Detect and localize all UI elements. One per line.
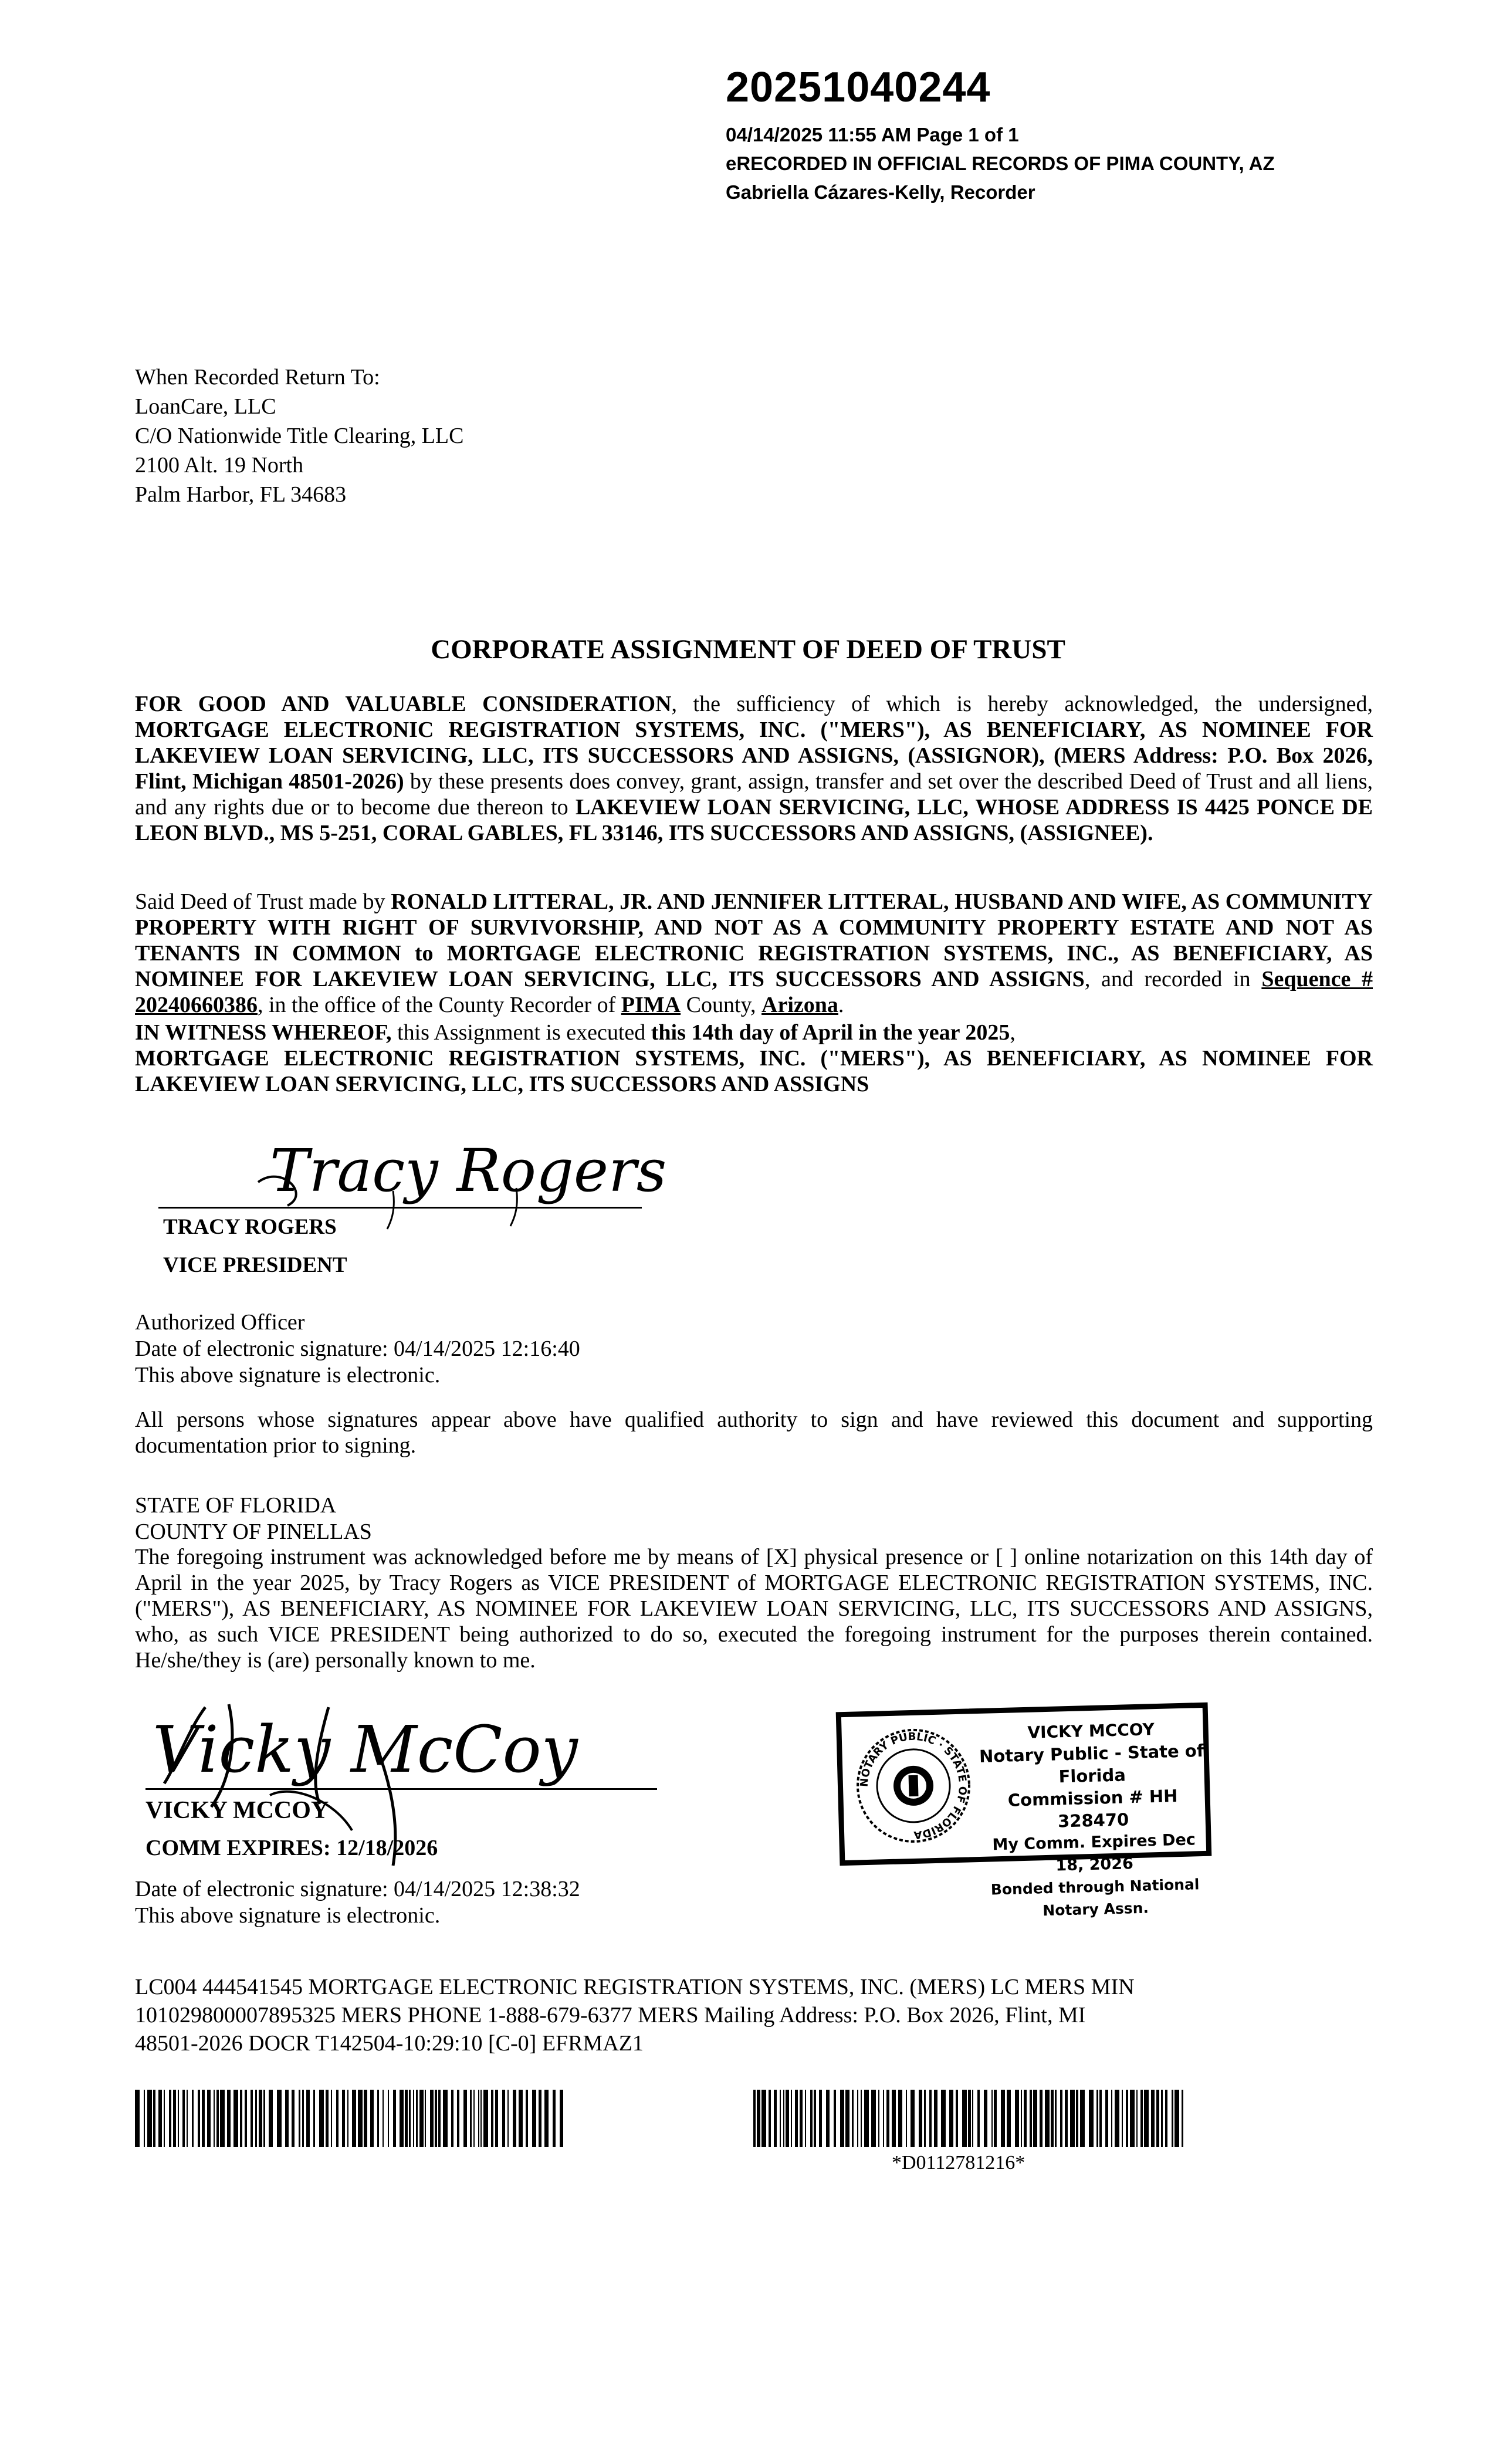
notary-acknowledgment: The foregoing instrument was acknowledged before me by means of [X] physical presence or [ ] online notarization on this 14th day of April in the year 2025, by Tracy Rogers as VICE PRESIDENT of MORTGAGE ELECTRONIC REGISTRATION SYSTEMS, INC. ("MERS"), AS BENEFICIARY, AS NOMINEE FOR LAKEVIEW LOAN SERVICING, LLC, ITS SUCCESSORS AND ASSIGNS, who, as such VICE PRESIDENT being authorized to do so, executed the foregoing instrument for the purposes therein contained. He/she/they is (are) personally known to me. (135, 1545, 1373, 1673)
barcode-bar (761, 2090, 766, 2147)
barcode-bar (941, 2090, 946, 2147)
barcode-bar (513, 2090, 516, 2147)
barcode-bar (425, 2090, 426, 2147)
barcode-bar (463, 2090, 467, 2147)
stamp-name: VICKY MCCOY (1027, 1720, 1155, 1742)
barcode-bar (388, 2090, 389, 2147)
authority-statement: All persons whose signatures appear above have qualified authority to sign and have reviewed this document and supporting documentation prior to signing. (135, 1407, 1373, 1458)
barcode-bar (147, 2090, 152, 2147)
barcode-bar (805, 2090, 806, 2147)
barcode-bar (1144, 2090, 1149, 2147)
barcode-bar (1126, 2090, 1128, 2147)
barcode-bar (255, 2090, 257, 2147)
barcode-bar (302, 2090, 304, 2147)
barcode-bar (164, 2090, 165, 2147)
barcode-bar (800, 2090, 803, 2147)
barcode-bar (857, 2090, 858, 2147)
barcode-bar (845, 2090, 849, 2147)
barcode-bar (478, 2090, 479, 2147)
barcode-bar (383, 2090, 384, 2147)
signer2-esig-date: Date of electronic signature: 04/14/2025 12:38:32 (135, 1877, 580, 1901)
barcode-bar (834, 2090, 836, 2147)
barcode-bar (336, 2090, 339, 2147)
barcode-bar (1165, 2090, 1167, 2147)
barcode-right (753, 2090, 1186, 2147)
barcode-bar (1115, 2090, 1119, 2147)
signer1-esig-date: Date of electronic signature: 04/14/2025 12:16:40 (135, 1336, 580, 1361)
barcode-bar (919, 2090, 922, 2147)
barcode-bar (1161, 2090, 1163, 2147)
barcode-bar (1001, 2090, 1005, 2147)
barcode-bar (251, 2090, 253, 2147)
signer1-name: TRACY ROGERS (163, 1215, 337, 1239)
barcode-bar (1111, 2090, 1112, 2147)
barcode-bar (1055, 2090, 1057, 2147)
barcode-bar (795, 2090, 798, 2147)
barcode-bar (182, 2090, 185, 2147)
barcode-bar (207, 2090, 211, 2147)
barcode-bar (1045, 2090, 1050, 2147)
grantor-text: RONALD LITTERAL, JR. AND JENNIFER LITTERAL, HUSBAND AND WIFE, AS COMMUNITY PROPERTY WITH RIGHT OF SURVIVORSHIP, AND NOT AS A COMMUNITY PROPERTY ESTATE AND NOT AS TENANTS IN COMMON to MORTGAGE ELECTRONIC REGISTRATION SYSTEMS, INC., AS BENEFICIARY, AS NOMINEE FOR LAKEVIEW LOAN SERVICING, LLC, ITS SUCCESSORS AND ASSIGNS (135, 889, 1373, 991)
barcode-bar (1021, 2090, 1022, 2147)
return-to-line: Palm Harbor, FL 34683 (135, 482, 347, 507)
barcode-bar (364, 2090, 367, 2147)
barcode-bar (419, 2090, 424, 2147)
footer-tracking (135, 1973, 1135, 2057)
barcode-bar (810, 2090, 813, 2147)
signature-text: Tracy Rogers (270, 1136, 667, 1205)
barcode-bar (198, 2090, 200, 2147)
barcode-bar (416, 2090, 418, 2147)
stamp-line: Bonded through National Notary Assn. (990, 1876, 1200, 1920)
barcode-bar (1033, 2090, 1037, 2147)
barcode-bar (757, 2090, 760, 2147)
county-name: PIMA (621, 993, 681, 1017)
barcode-bar (358, 2090, 363, 2147)
barcode-bar (1175, 2090, 1179, 2147)
barcode-bar (878, 2090, 879, 2147)
barcode-bar (470, 2090, 472, 2147)
return-to-line: LoanCare, LLC (135, 394, 276, 419)
barcode-bar (991, 2090, 993, 2147)
barcode-bar (214, 2090, 215, 2147)
barcode-bar (1140, 2090, 1143, 2147)
barcode-bar (1130, 2090, 1135, 2147)
recorded-line: eRECORDED IN OFFICIAL RECORDS OF PIMA COUNTY, AZ (726, 153, 1275, 174)
barcode-bar (292, 2090, 295, 2147)
para-text: this Assignment is executed (391, 1020, 651, 1045)
barcode-bar (187, 2090, 188, 2147)
barcode-bar (400, 2090, 404, 2147)
para-text: , (1010, 1020, 1016, 1045)
signer2-esig-note: This above signature is electronic. (135, 1903, 441, 1928)
executing-entity: MORTGAGE ELECTRONIC REGISTRATION SYSTEMS, INC. ("MERS"), AS BENEFICIARY, AS NOMINEE FOR LAKEVIEW LOAN SERVICING, LLC, ITS SUCCESSORS AND ASSIGNS (135, 1046, 1373, 1096)
notary-signature-line (145, 1788, 657, 1790)
barcode-bar (216, 2090, 219, 2147)
state-name: Arizona (761, 993, 838, 1017)
barcode-bar (269, 2090, 273, 2147)
barcode-bar (451, 2090, 453, 2147)
return-to-address (135, 363, 463, 509)
barcode-bar (1040, 2090, 1043, 2147)
barcode-bar (370, 2090, 374, 2147)
barcode-bar (409, 2090, 411, 2147)
barcode-bar (968, 2090, 971, 2147)
barcode-bar (934, 2090, 937, 2147)
barcode-bar (169, 2090, 171, 2147)
barcode-bar (457, 2090, 459, 2147)
consideration-heading: FOR GOOD AND VALUABLE CONSIDERATION (135, 692, 672, 716)
barcode-bar (306, 2090, 310, 2147)
barcode-bar (192, 2090, 194, 2147)
barcode-bar (864, 2090, 869, 2147)
barcode-bar (929, 2090, 932, 2147)
barcode-bar (319, 2090, 324, 2147)
barcode-bar (178, 2090, 179, 2147)
barcode-bar (1096, 2090, 1098, 2147)
barcode-bar (502, 2090, 505, 2147)
barcode-bar (1076, 2090, 1078, 2147)
footer-line: LC004 444541545 MORTGAGE ELECTRONIC REGISTRATION SYSTEMS, INC. (MERS) LC MERS MIN (135, 1975, 1135, 1999)
barcode-bar (1051, 2090, 1054, 2147)
barcode-bar (1030, 2090, 1032, 2147)
barcode-bar (786, 2090, 789, 2147)
barcode-bar (956, 2090, 958, 2147)
barcode-bar (153, 2090, 155, 2147)
barcode-bar (347, 2090, 348, 2147)
barcode-bar (753, 2090, 756, 2147)
para-text: . (838, 993, 844, 1017)
barcode-bar (342, 2090, 345, 2147)
barcode-bar (1151, 2090, 1155, 2147)
barcode-bar (553, 2090, 556, 2147)
barcode-bar (994, 2090, 997, 2147)
barcode-bar (892, 2090, 896, 2147)
assignor-text: MORTGAGE ELECTRONIC REGISTRATION SYSTEMS, INC. ("MERS"), AS BENEFICIARY, AS NOMINEE FOR LAKEVIEW LOAN SERVICING, LLC, ITS SUCCESSORS AND ASSIGNS, (ASSIGNOR), (MERS Address: P.O. Box 2026, Flint, Michigan 48501-2026) (135, 717, 1373, 794)
barcode-bar (1024, 2090, 1027, 2147)
signature-line (158, 1207, 642, 1209)
barcode-bar (430, 2090, 434, 2147)
return-to-line: When Recorded Return To: (135, 365, 380, 390)
signature-text: Vicky McCoy (153, 1712, 578, 1787)
stamp-line: Notary Public - State of Florida (979, 1740, 1204, 1787)
barcode-bar (1105, 2090, 1108, 2147)
barcode-bar (233, 2090, 238, 2147)
document-title: CORPORATE ASSIGNMENT OF DEED OF TRUST (431, 634, 1065, 665)
barcode-bar (438, 2090, 441, 2147)
barcode-bar (532, 2090, 536, 2147)
recording-number: 20251040244 (726, 64, 991, 111)
barcode-bar (852, 2090, 854, 2147)
barcode-bar (1070, 2090, 1075, 2147)
barcode-bar (871, 2090, 876, 2147)
recording-date-page: 04/14/2025 11:55 AM Page 1 of 1 (726, 124, 1019, 145)
barcode-bar (299, 2090, 300, 2147)
barcode-bar (352, 2090, 356, 2147)
barcode-bar (1015, 2090, 1019, 2147)
barcode-bar (911, 2090, 915, 2147)
barcode-bar (495, 2090, 498, 2147)
barcode-bar (413, 2090, 414, 2147)
notary-seal-icon (853, 1725, 973, 1846)
barcode-bar (526, 2090, 528, 2147)
barcode-bar (519, 2090, 523, 2147)
signer1-details (135, 1309, 580, 1389)
barcode-bar (313, 2090, 315, 2147)
para-text: by these presents does convey, grant, assign, transfer and set over the described Deed of Trust and all liens, and any rights due or to become due thereon to (135, 769, 1373, 820)
barcode-bar (285, 2090, 289, 2147)
barcode-bar (480, 2090, 482, 2147)
para-text: Said Deed of Trust made by (135, 889, 391, 914)
consideration-paragraph (135, 691, 1373, 846)
barcode-bar (377, 2090, 379, 2147)
barcode-bar (984, 2090, 987, 2147)
barcode-bar (949, 2090, 953, 2147)
barcode-bar (435, 2090, 437, 2147)
para-text: , and recorded in (1084, 967, 1262, 991)
return-to-line: C/O Nationwide Title Clearing, LLC (135, 424, 464, 448)
barcode-bar (483, 2090, 488, 2147)
deed-of-trust-paragraph (135, 889, 1373, 1018)
barcode-bar (814, 2090, 816, 2147)
signer2-name: VICKY MCCOY (145, 1797, 329, 1824)
barcode-bar (1156, 2090, 1159, 2147)
barcode-bar (173, 2090, 176, 2147)
barcode-bar (135, 2090, 140, 2147)
barcode-bar (245, 2090, 247, 2147)
barcode-bar (1172, 2090, 1173, 2147)
barcode-bar (202, 2090, 205, 2147)
barcode-bar (886, 2090, 889, 2147)
signer1-esig-note: This above signature is electronic. (135, 1363, 441, 1387)
footer-line: 101029800007895325 MERS PHONE 1-888-679-6377 MERS Mailing Address: P.O. Box 2026, Flint, MI (135, 2003, 1086, 2028)
barcode-bar (840, 2090, 844, 2147)
barcode-bar (227, 2090, 231, 2147)
barcode-bar (263, 2090, 265, 2147)
barcode-bar (473, 2090, 475, 2147)
barcode-bar (924, 2090, 926, 2147)
footer-line: 48501-2026 DOCR T142504-10:29:10 [C-0] EFRMAZ1 (135, 2031, 644, 2056)
barcode-bar (491, 2090, 493, 2147)
barcode-bar (861, 2090, 862, 2147)
barcode-bar (774, 2090, 777, 2147)
barcode-left (135, 2090, 567, 2147)
barcode-bar (405, 2090, 408, 2147)
barcode-bar (883, 2090, 884, 2147)
barcode-bar (1060, 2090, 1062, 2147)
recorder-name: Gabriella Cázares-Kelly, Recorder (726, 181, 1035, 203)
seal-text: NOTARY PUBLIC · STATE OF FLORIDA (858, 1730, 969, 1842)
barcode-bar (780, 2090, 781, 2147)
witness-heading: IN WITNESS WHEREOF, (135, 1020, 392, 1045)
barcode-bar (393, 2090, 396, 2147)
para-text: , in the office of the County Recorder of (258, 993, 621, 1017)
barcode-bar (962, 2090, 967, 2147)
barcode-bar (544, 2090, 549, 2147)
barcode-bar (819, 2090, 822, 2147)
barcode-bar (1099, 2090, 1102, 2147)
signer2-commission-expiry: COMM EXPIRES: 12/18/2026 (145, 1836, 438, 1860)
barcode-bar (220, 2090, 225, 2147)
barcode-bar (1182, 2090, 1183, 2147)
barcode-bar (977, 2090, 980, 2147)
return-to-line: 2100 Alt. 19 North (135, 453, 304, 478)
barcode-bar (898, 2090, 902, 2147)
barcode-bar (240, 2090, 242, 2147)
signer1-role: Authorized Officer (135, 1310, 305, 1335)
barcode-bar (791, 2090, 792, 2147)
notary-county: COUNTY OF PINELLAS (135, 1519, 372, 1544)
barcode-bar (1122, 2090, 1123, 2147)
barcode-bar (783, 2090, 784, 2147)
signer1-title: VICE PRESIDENT (163, 1253, 347, 1277)
barcode-bar (158, 2090, 162, 2147)
barcode-bar (259, 2090, 262, 2147)
para-text: County, (681, 993, 762, 1017)
barcode-bar (443, 2090, 448, 2147)
assignee-text: LAKEVIEW LOAN SERVICING, LLC, WHOSE ADDRESS IS 4425 PONCE DE LEON BLVD., MS 5-251, CORAL GABLES, FL 33146, ITS SUCCESSORS AND ASSIGNS, (ASSIGNEE). (135, 795, 1373, 845)
barcode-bar (1007, 2090, 1011, 2147)
barcode-bar (507, 2090, 509, 2147)
barcode-bar (972, 2090, 973, 2147)
barcode-bar (539, 2090, 541, 2147)
barcode-bar (1136, 2090, 1138, 2147)
barcode-bar (144, 2090, 145, 2147)
barcode-bar (326, 2090, 329, 2147)
para-text: , the sufficiency of which is hereby acknowledged, the undersigned, (671, 692, 1373, 716)
barcode-bar (1065, 2090, 1068, 2147)
sequence-number: Sequence # 20240660386 (135, 967, 1373, 1017)
barcode-bar (769, 2090, 771, 2147)
barcode-bar (1089, 2090, 1094, 2147)
stamp-line: My Comm. Expires Dec 18, 2026 (992, 1830, 1196, 1875)
barcode-bar (1080, 2090, 1085, 2147)
barcode-bar (560, 2090, 563, 2147)
stamp-line: Commission # HH 328470 (1007, 1786, 1178, 1832)
barcode-bar (906, 2090, 907, 2147)
notary-venue (135, 1492, 372, 1545)
notary-stamp (836, 1703, 1212, 1920)
barcode-bar (826, 2090, 830, 2147)
witness-paragraph (135, 1020, 1373, 1097)
barcode-bar (331, 2090, 332, 2147)
notary-state: STATE OF FLORIDA (135, 1493, 337, 1518)
barcode-caption: *D0112781216* (892, 2152, 1025, 2174)
barcode-bar (277, 2090, 282, 2147)
execution-date: this 14th day of April in the year 2025 (651, 1020, 1010, 1045)
signer2-details (135, 1876, 580, 1929)
